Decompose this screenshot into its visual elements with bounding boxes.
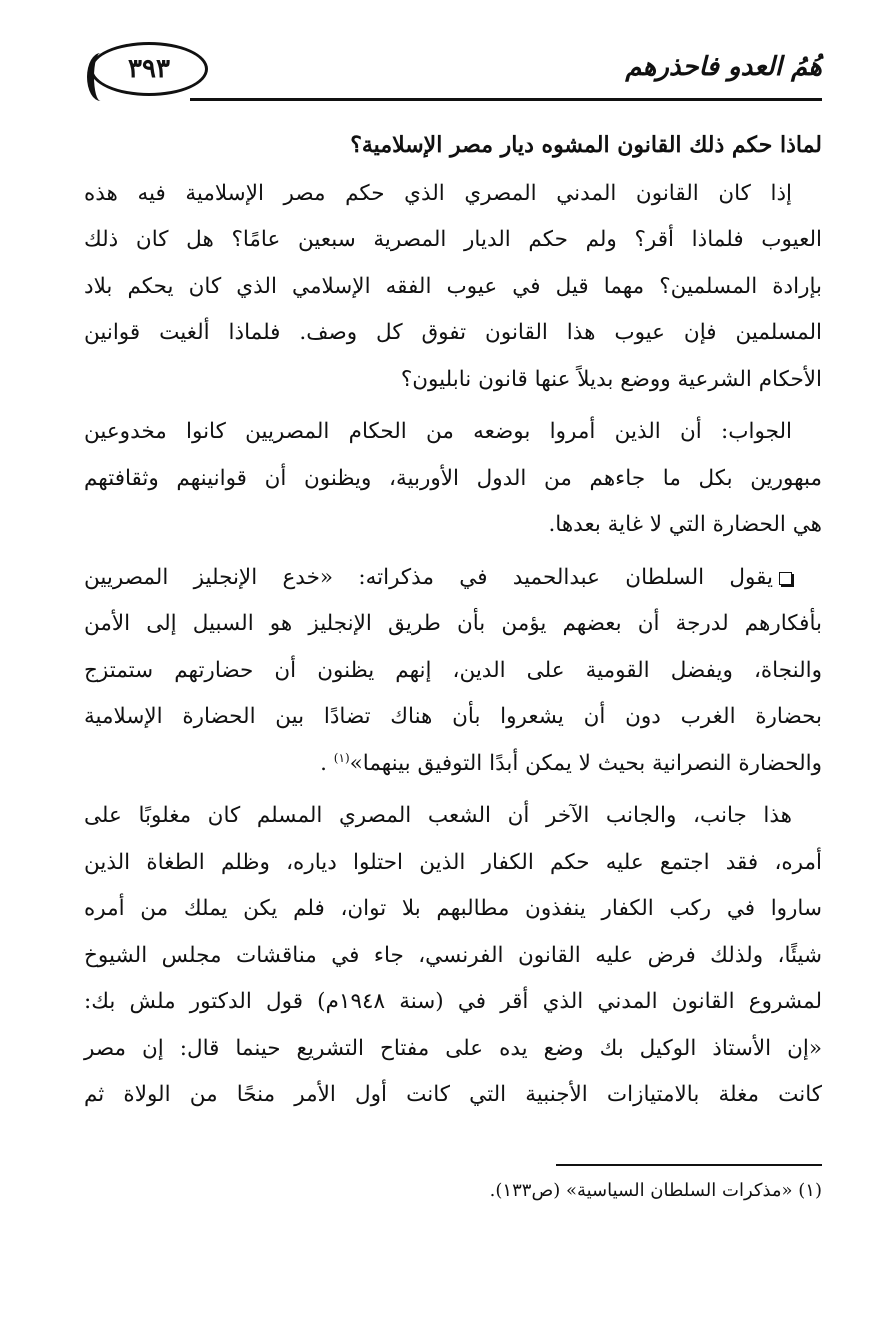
text-line: هذا جانب، والجانب الآخر أن الشعب المصري المسلم كان مغلوبًا على (84, 803, 792, 828)
page-header (90, 42, 822, 104)
checkbox-bullet-icon (779, 572, 792, 585)
text-line: الأحكام الشرعية ووضع بديلاً عنها قانون نابليون؟ (400, 366, 822, 392)
text-line: بأفكارهم لدرجة أن بعضهم يؤمن بأن طريق الإنجليز هو السبيل إلى الأمن (84, 611, 822, 636)
text-line: «إن الأستاذ الوكيل بك وضع يده على مفتاح التشريع حينما قال: إن مصر (84, 1035, 822, 1061)
text-line: بحضارة الغرب دون أن يشعروا بأن هناك تضادًا بين الحضارة الإسلامية (84, 704, 822, 729)
paragraph-4 (84, 793, 822, 1119)
text-line: والنجاة، ويفضل القومية على الدين، إنهم يظنون أن حضارتهم ستمتزج (84, 657, 822, 683)
text-line: بإرادة المسلمين؟ مهما قيل في عيوب الفقه الإسلامي الذي كان يحكم بلاد (84, 273, 822, 299)
text-line: أمره، فقد اجتمع عليه حكم الكفار الذين احتلوا دياره، وظلم الطغاة الذين (84, 849, 822, 875)
page-body (84, 122, 822, 1125)
running-title: هُمُ العدو فاحذرهم (625, 52, 822, 82)
footnote-rule (556, 1164, 822, 1166)
section-heading: لماذا حكم ذلك القانون المشوه ديار مصر الإسلامية؟ (350, 132, 822, 158)
footnote-reference: (١) (333, 750, 350, 765)
footnote: (١) «مذكرات السلطان السياسية» (ص١٣٣). (489, 1180, 822, 1201)
text-line: شيئًا، ولذلك فرض عليه القانون الفرنسي، جاء في مناقشات مجلس الشيوخ (84, 942, 822, 968)
text-segment: والحضارة النصرانية بحيث لا يمكن أبدًا التوفيق بينهما» (349, 750, 822, 776)
header-rule (190, 98, 822, 101)
paragraph-1 (84, 171, 822, 404)
text-line: مبهورين بكل ما جاءهم من الدول الأوربية، ويظنون أن قوانينهم وثقافتهم (84, 465, 822, 491)
text-line: العيوب فلماذا أقر؟ ولم حكم الديار المصرية سبعين عامًا؟ هل كان ذلك (84, 227, 823, 252)
text-line: لمشروع القانون المدني الذي أقر في (سنة ١٩٤٨م) قول الدكتور ملش بك: (84, 989, 822, 1014)
text-line: كانت مغلة بالامتيازات الأجنبية التي كانت أول الأمر منحًا من الولاة ثم (84, 1082, 822, 1107)
text-line: هي الحضارة التي لا غاية بعدها. (548, 512, 822, 537)
text-line: ساروا في ركب الكفار ينفذون مطالبهم بلا توان، فلم يكن يملك من أمره (84, 896, 822, 921)
text-line (84, 741, 822, 788)
text-segment: يقول السلطان عبدالحميد في مذكراته: «خدع الإنجليز المصريين (84, 564, 773, 590)
page-number: ٣٩٣ (90, 42, 208, 96)
text-line: المسلمين فإن عيوب هذا القانون تفوق كل وصف. فلماذا ألغيت قوانين (84, 320, 822, 345)
text-line: الجواب: أن الذين أمروا بوضعه من الحكام المصريين كانوا مخدوعين (84, 419, 792, 444)
text-line (84, 555, 822, 602)
paragraph-3 (84, 555, 822, 788)
text-segment: . (320, 750, 334, 776)
text-line: إذا كان القانون المدني المصري الذي حكم مصر الإسلامية فيه هذه (84, 180, 792, 206)
paragraph-2 (84, 409, 822, 549)
